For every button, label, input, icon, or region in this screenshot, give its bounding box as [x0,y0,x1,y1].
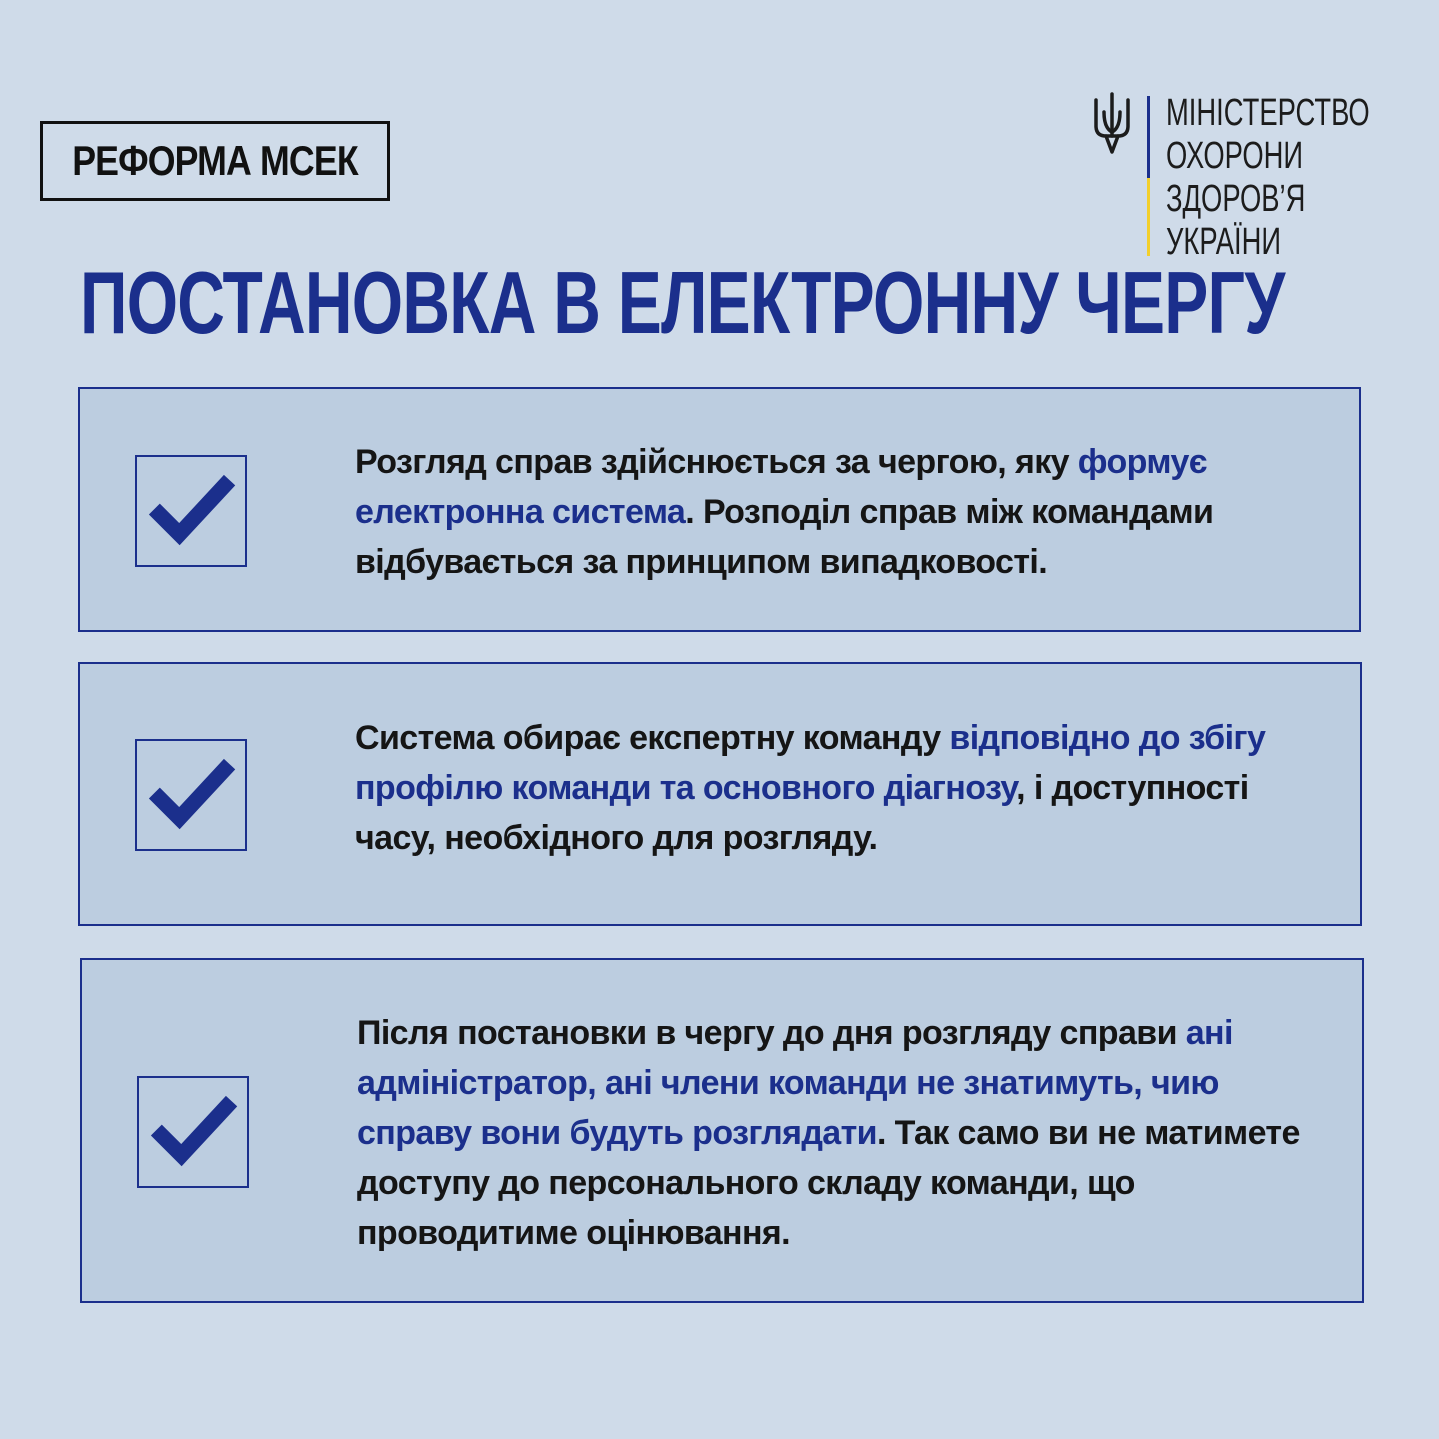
card-text-segment: . Так само ви не матимете доступу до персонального складу команди, що проводитиме оцінювання. [357,1114,1300,1252]
card-text-highlight: ані адміністратор, ані члени команди не знатимуть, чию справу вони будуть розглядати [357,1014,1233,1152]
info-card [80,958,1364,1303]
checkmark-icon [139,1078,247,1186]
checkbox-frame [135,739,247,851]
category-tag [40,121,390,201]
card-text-segment: Система обирає експертну команду [355,719,950,757]
info-card [78,387,1361,632]
checkmark-icon [137,741,245,849]
logo-divider-yellow [1147,178,1150,256]
ministry-logo [1092,92,1372,262]
checkmark-icon [137,457,245,565]
ministry-name [1166,92,1370,264]
card-text-highlight: формує електронна система [355,443,1207,531]
card-text-highlight: відповідно до збігу профілю команди та основного діагнозу [355,719,1266,807]
ministry-name-line: ОХОРОНИ [1166,135,1304,177]
category-tag-label: РЕФОРМА МСЕК [72,137,358,184]
ministry-name-line: УКРАЇНИ [1166,221,1282,263]
trident-icon [1092,92,1132,156]
card-text-segment: Після постановки в чергу до дня розгляду справи [357,1014,1186,1052]
card-text [357,1008,1332,1258]
checkbox-frame [135,455,247,567]
ministry-name-line: МІНІСТЕРСТВО [1166,92,1370,134]
checkbox-frame [137,1076,249,1188]
logo-divider-blue [1147,96,1150,178]
card-text-segment: , і доступності часу, необхідного для розгляду. [355,769,1249,857]
info-card [78,662,1362,926]
page-title: ПОСТАНОВКА В ЕЛЕКТРОННУ ЧЕРГУ [80,253,1285,352]
ministry-name-line: ЗДОРОВ’Я [1166,178,1306,220]
card-text-segment: Розгляд справ здійснюється за чергою, яку [355,443,1078,481]
card-text-segment: . Розподіл справ між командами відбувається за принципом випадковості. [355,493,1214,581]
card-text [355,713,1330,863]
card-text [355,437,1329,587]
